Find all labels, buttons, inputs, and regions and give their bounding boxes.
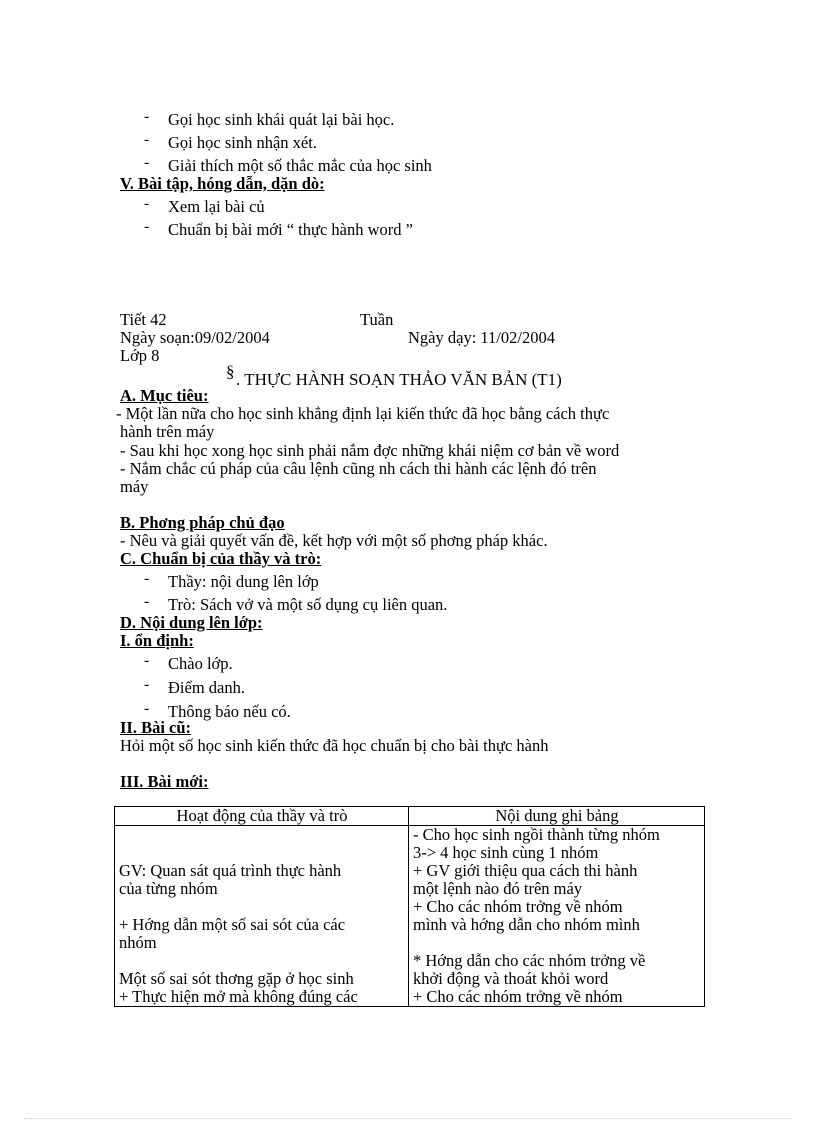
list-item: Gọi học sinh nhận xét. (168, 133, 317, 152)
column-header-board-content: Nội dung ghi bảng (409, 807, 705, 826)
bullet-marker: - (144, 131, 150, 148)
bullet-marker: - (144, 195, 150, 212)
cell-line (119, 844, 405, 862)
lesson-plan-table (114, 806, 705, 1007)
list-item: Thầy: nội dung lên lớp (168, 572, 319, 591)
cell-line: nhóm (119, 933, 157, 952)
list-item: Gọi học sinh khái quát lại bài học. (168, 110, 395, 129)
bullet-marker: - (144, 154, 150, 171)
section-b-heading: B. Phơng pháp chủ đạo (120, 513, 285, 532)
class-name: Lớp 8 (120, 346, 160, 365)
cell-line: * Hớng dẫn cho các nhóm trởng về (413, 951, 646, 970)
objective-line: - Một lần nữa cho học sinh khẳng định lại kiến thức đã học bằng cách thực (116, 404, 610, 423)
section-ii-text: Hỏi một số học sinh kiến thức đã học chuẩn bị cho bài thực hành (120, 736, 549, 755)
bullet-marker: - (144, 593, 150, 610)
objective-line: - Nắm chắc cú pháp của câu lệnh cũng nh cách thi hành các lệnh đó trên (120, 459, 597, 478)
list-item: Trò: Sách vở và một số dụng cụ liên quan. (168, 595, 448, 614)
cell-line: + Cho các nhóm trởng về nhóm (413, 897, 623, 916)
teach-date: Ngày dạy: 11/02/2004 (408, 328, 555, 347)
list-item: Chuẩn bị bài mới “ thực hành word ” (168, 220, 413, 239)
lesson-week: Tuần (360, 310, 394, 329)
cell-line: 3-> 4 học sinh cùng 1 nhóm (413, 843, 599, 862)
list-item: Giải thích một số thắc mắc của học sinh (168, 156, 432, 175)
lesson-title: . THỰC HÀNH SOẠN THẢO VĂN BẢN (T1) (236, 370, 562, 389)
section-c-heading: C. Chuẩn bị của thầy và trò: (120, 549, 322, 568)
cell-line (413, 934, 701, 952)
prep-date: Ngày soạn:09/02/2004 (120, 328, 270, 347)
board-content-cell (409, 826, 705, 1007)
cell-line: + Hớng dẫn một số sai sót của các (119, 915, 346, 934)
cell-line: mình và hớng dẫn cho nhóm mình (413, 915, 640, 934)
bullet-marker: - (144, 700, 150, 717)
cell-line: GV: Quan sát quá trình thực hành (119, 861, 342, 880)
section-iii-heading: III. Bài mới: (120, 772, 209, 791)
bullet-marker: - (144, 108, 150, 125)
list-item: Thông báo nếu có. (168, 702, 291, 721)
cell-line: của từng nhóm (119, 879, 218, 898)
cell-line: + Thực hiện mở mà không đúng các (119, 987, 358, 1006)
page-bottom-edge (24, 1118, 792, 1119)
lesson-period: Tiết 42 (120, 310, 167, 329)
cell-line (119, 826, 405, 844)
cell-line: một lệnh nào đó trên máy (413, 879, 583, 898)
cell-line (119, 952, 405, 970)
activities-cell (115, 826, 409, 1007)
section-a-heading: A. Mục tiêu: (120, 386, 209, 405)
lesson-title-symbol: § (226, 362, 235, 381)
bullet-marker: - (144, 652, 150, 669)
section-d-heading: D. Nội dung lên lớp: (120, 613, 263, 632)
objective-line: máy (120, 477, 149, 496)
cell-line: + Cho các nhóm trởng về nhóm (413, 987, 623, 1006)
cell-line (119, 898, 405, 916)
cell-line: Một số sai sót thơng gặp ở học sinh (119, 969, 354, 988)
cell-line: - Cho học sinh ngồi thành từng nhóm (413, 826, 660, 844)
section-ii-heading: II. Bài cũ: (120, 718, 192, 737)
section-b-text: - Nêu và giải quyết vấn đề, kết hợp với một số phơng pháp khác. (120, 531, 548, 550)
bullet-marker: - (144, 676, 150, 693)
column-header-activities: Hoạt động của thầy và trò (115, 807, 409, 826)
objective-line: hành trên máy (120, 422, 215, 441)
bullet-marker: - (144, 218, 150, 235)
list-item: Chào lớp. (168, 654, 233, 673)
cell-line: + GV giới thiệu qua cách thi hành (413, 861, 638, 880)
section-v-heading: V. Bài tập, hóng dẫn, dặn dò: (120, 174, 325, 193)
section-i-heading: I. ổn định: (120, 631, 194, 650)
table-header-row (115, 807, 705, 826)
objective-line: - Sau khi học xong học sinh phải nắm đợc những khái niệm cơ bản về word (120, 441, 620, 460)
bullet-marker: - (144, 570, 150, 587)
cell-line: khởi động và thoát khỏi word (413, 969, 609, 988)
table-row (115, 826, 705, 1007)
list-item: Xem lại bài củ (168, 197, 265, 216)
list-item: Điểm danh. (168, 678, 245, 697)
